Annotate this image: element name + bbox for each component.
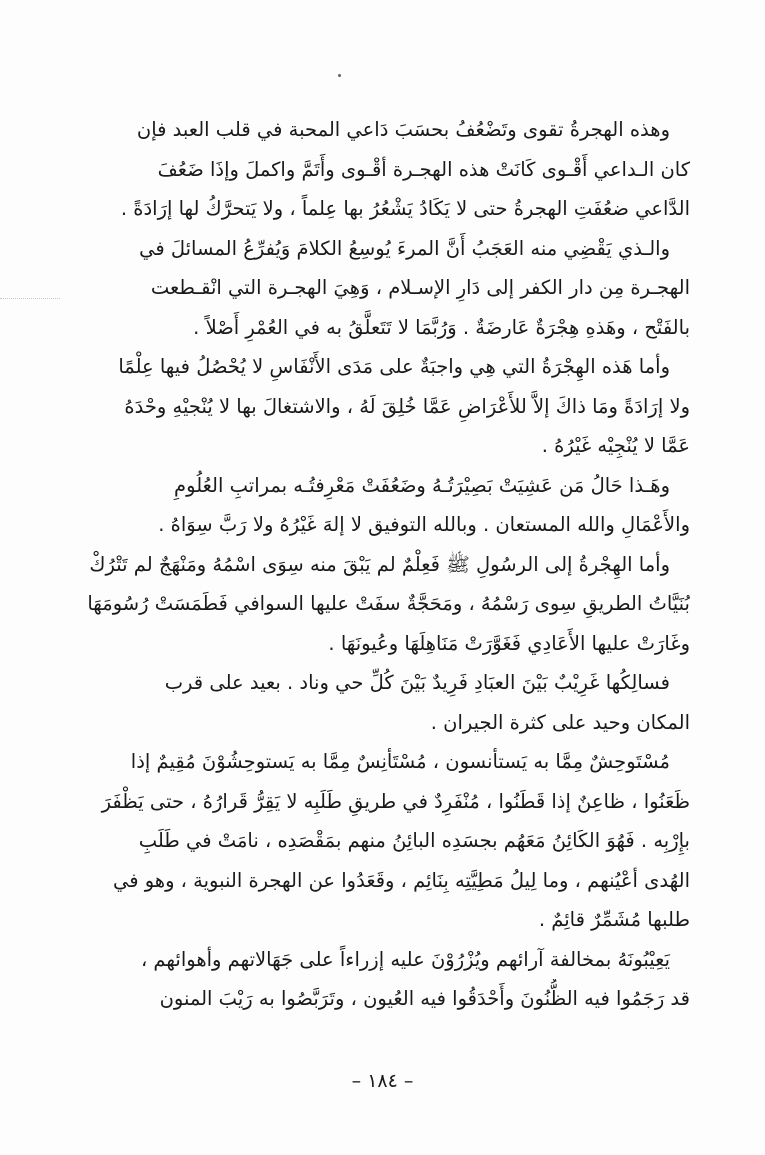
- scan-speck: [338, 74, 341, 77]
- text-line: يَعِيْبُونَهُ بمخالفة آرائهم ويُزْرُوْنَ عليه إزراءاً على جَهَالاتهم وأهوائهم ،: [140, 947, 670, 971]
- text-line: المكان وحيد على كثرة الجيران .: [430, 710, 690, 734]
- text-line: ولا إرَادَةً ومَا ذاكَ إلاَّ للأَعْرَاضِ عَمَّا خُلِقَ لَهُ ، والاشتغالَ بها لا يُنْجيْهِ وحْدَهُ: [124, 394, 690, 418]
- text-line: عَمَّا لا يُنْجِيْه غَيْرُهُ .: [541, 434, 690, 457]
- page-number: – ١٨٤ –: [351, 1070, 414, 1092]
- text-line: فسالِكُها غَرِيْبٌ بَيْنَ العبَادِ فَرِيدٌ بَيْنَ كُلِّ حي وناد . بعيد على قرب: [164, 671, 670, 694]
- text-line: مُسْتَوحِشٌ مِمَّا به يَستأنسون ، مُسْتَأنِسٌ مِمَّا به يَستوحِشُوْنَ مُقِيمٌ إذا: [130, 750, 670, 773]
- text-line: قد رَجَمُوا فيه الظُّنُونَ وأَحْدَقُوا فيه العُيون ، وتَرَبَّصُوا به رَيْبَ المنون: [159, 987, 690, 1010]
- text-line: وغَارَتْ عليها الأَعَادِي فَغَوَّرَتْ مَنَاهِلَهَا وعُيونَهَا .: [328, 631, 690, 655]
- text-line: طلبها مُشَمِّرٌ قائِمٌ .: [538, 908, 690, 931]
- text-line: بالفَتْح ، وهَذهِ هِجْرَةٌ عَارضَةٌ . وَرُبَّمَا لا تَتَعلَّقُ به في العُمْرِ أَصْلاً .: [193, 315, 690, 339]
- text-line: وهذه الهجرةُ تقوى وتَضْعُفُ بحسَبَ دَاعي المحبة في قلب العبد فإن: [136, 118, 670, 141]
- margin-dotted-mark: [0, 298, 60, 299]
- text-line: بُنَيَّاتُ الطريقِ سِوى رَسْمُهُ ، ومَحَجَّةٌ سفَتْ عليها السوافي فَطَمَسَتْ رُسُومَهَا: [87, 592, 690, 615]
- text-line: ظَعَنُوا ، ظاعِنٌ إذا قَطَنُوا ، مُنْفَرِدٌ في طريقِ طَلَبِه لا يَقِرُّ قَرارُهُ ، حتى يَظْفَرَ: [101, 789, 690, 813]
- body-text: [70, 110, 690, 1019]
- text-line: الهُدى أعْيُنهم ، وما لِيلُ مَطِيَّتِه بِنَائِم ، وقَعَدُوا عن الهجرة النبوية ، وهو في: [112, 868, 690, 892]
- text-line: وهَـذا حَالُ مَن عَشِيَتْ بَصِيْرَتُـهُ وضَعُفَتْ مَعْرِفتُـه بمراتبِ العُلُومِ: [174, 473, 670, 497]
- text-line: بإِرْبِه . فَهُوَ الكَائِنُ مَعَهُم بجسَدِه البائِنُ منهم بمَقْصَدِه ، نامَتْ في طَلَبِ: [138, 829, 690, 852]
- text-line: الهجـرة مِن دار الكفر إلى دَارِ الإسـلام ، وَهِيَ الهجـرة التي انْقـطعت: [150, 276, 690, 299]
- text-line: وأما الهِجْرةُ إلى الرسُولِ ﷺ فَعِلْمٌ لم يَبْقَ منه سِوَى اسْمُهُ ومَنْهَجٌ لم تَتْرُكْ: [89, 552, 670, 576]
- text-line: والأَعْمَالِ والله المستعان . وبالله التوفيق لا إلهَ غَيْرُهُ ولا رَبَّ سِوَاهُ .: [158, 513, 690, 536]
- text-line: الدَّاعي ضعُفَتِ الهجرةُ حتى لا يَكَادُ يَشْعُرُ بها عِلماً ، ولا يَتحرَّكُ لها إرَادَةً .: [120, 197, 690, 220]
- text-line: والـذي يَقْضِي منه العَجَبُ أَنَّ المرءَ يُوسِعُ الكلامَ وَيُفرِّعُ المسائلَ في: [139, 236, 670, 260]
- text-line: وأما هَذه الهِجْرَةُ التي هِي واجبَةٌ على مَدَى الأَنْفَاسِ لا يُحْصُلُ فيها عِلْمًا: [118, 355, 670, 378]
- text-line: كان الـداعي أَقْـوى كَانَتْ هذه الهجـرة أقْـوى وأَتَمَّ واكملَ وإذَا ضَعُفَ: [157, 157, 690, 181]
